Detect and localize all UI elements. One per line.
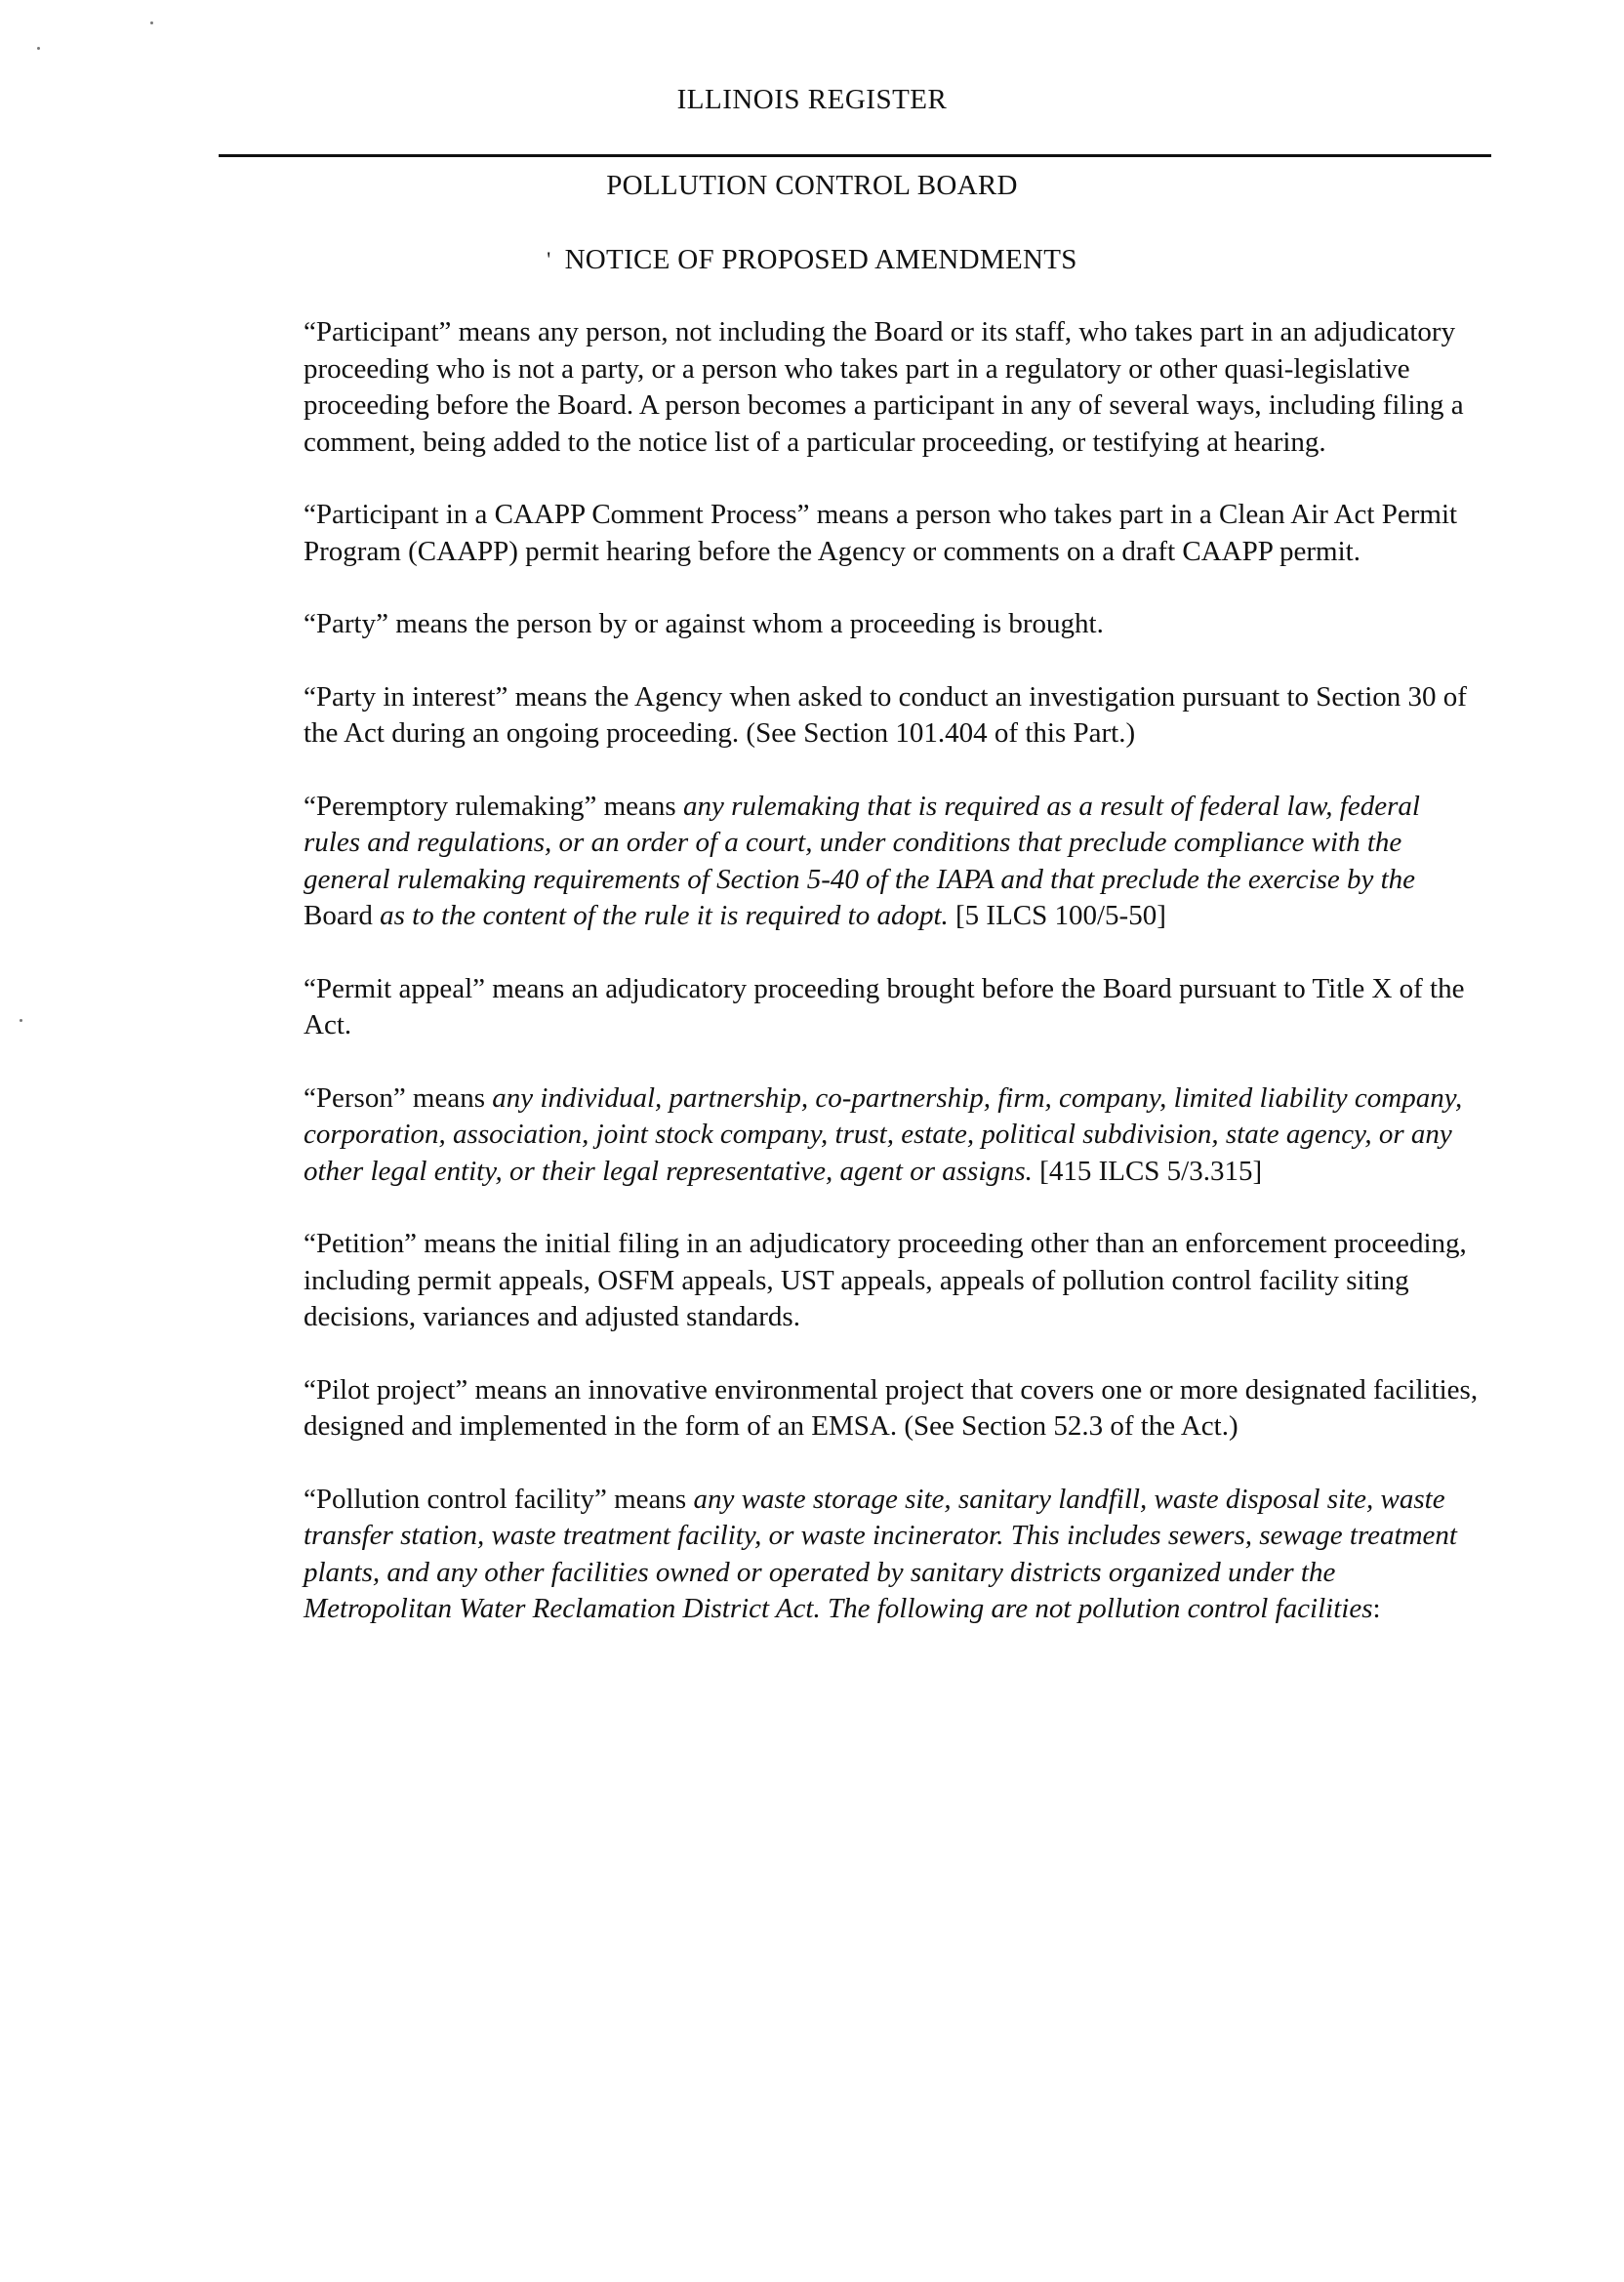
definition-pollution-control-facility (304, 1482, 1480, 1628)
peremptory-quote-1: any rulemaking that is required as a result of federal law, federal rules and regulations, or an order of a court, under conditions that preclude compliance with the general rulemaking requirements of Section 5-40 of the IAPA and that preclude the exercise by the (304, 790, 1420, 895)
person-lead: “Person” means (304, 1081, 493, 1114)
peremptory-lead: “Peremptory rulemaking” means (304, 790, 683, 822)
definition-participant: “Participant” means any person, not including the Board or its staff, who takes part in an adjudicatory proceeding who is not a party, or a person who takes part in a regulatory or other quasi-legislative proceeding before the Board. A person becomes a participant in any of several ways, including filing a comment, being added to the notice list of a particular proceeding, or testifying at hearing. (304, 316, 1464, 458)
definition-permit-appeal: “Permit appeal” means an adjudicatory proceeding brought before the Board pursuant to Title X of the Act. (304, 972, 1465, 1040)
definition-party-in-interest: “Party in interest” means the Agency when asked to conduct an investigation pursuant to Section 30 of the Act during an ongoing proceeding. (See Section 101.404 of this Part.) (304, 680, 1467, 749)
header-divider (219, 154, 1491, 157)
scan-speck (20, 1019, 22, 1022)
definition-peremptory-rulemaking (304, 789, 1480, 935)
person-quote: any individual, partnership, co-partnership, firm, company, limited liability company, corporation, association, joint stock company, trust, estate, political subdivision, state agency, or any other legal entity, or their legal representative, agent or assigns. (304, 1081, 1463, 1187)
register-title: ILLINOIS REGISTER (676, 84, 948, 115)
definition-petition: “Petition” means the initial filing in an adjudicatory proceeding other than an enforcement proceeding, including permit appeals, OSFM appeals, UST appeals, appeals of pollution control facility siting decisions, variances and adjusted standards. (304, 1228, 1467, 1332)
peremptory-citation: [5 ILCS 100/5-50] (948, 900, 1166, 931)
notice-title-text: NOTICE OF PROPOSED AMENDMENTS (564, 244, 1077, 275)
definition-pilot-project: “Pilot project” means an innovative environmental project that covers one or more designated facilities, designed and implemented in the form of an EMSA. (See Section 52.3 of the Act.) (304, 1373, 1479, 1442)
scan-speck (150, 21, 153, 24)
definitions-body (304, 314, 1480, 1664)
person-citation: [415 ILCS 5/3.315] (1032, 1155, 1263, 1187)
scan-speck (37, 47, 40, 50)
pcf-quote: any waste storage site, sanitary landfill, waste disposal site, waste transfer station, waste treatment facility, or waste incinerator. This includes sewers, sewage treatment plants, and any other facilities owned or operated by sanitary districts organized under the Metropolitan Water Reclamation District Act. The following are not pollution control facilities (304, 1483, 1457, 1624)
notice-mark: ' (547, 247, 551, 271)
definition-participant-caapp: “Participant in a CAAPP Comment Process” means a person who takes part in a Clean Air Act Permit Program (CAAPP) permit hearing before the Agency or comments on a draft CAAPP permit. (304, 499, 1458, 567)
board-title: POLLUTION CONTROL BOARD (606, 170, 1018, 201)
peremptory-quote-2: as to the content of the rule it is required to adopt. (380, 900, 949, 931)
pcf-lead: “Pollution control facility” means (304, 1483, 694, 1515)
definition-person (304, 1080, 1480, 1191)
notice-title (0, 244, 1624, 276)
peremptory-board: Board (304, 900, 381, 931)
pcf-tail: : (1372, 1593, 1381, 1624)
definition-party: “Party” means the person by or against whom a proceeding is brought. (304, 608, 1104, 639)
